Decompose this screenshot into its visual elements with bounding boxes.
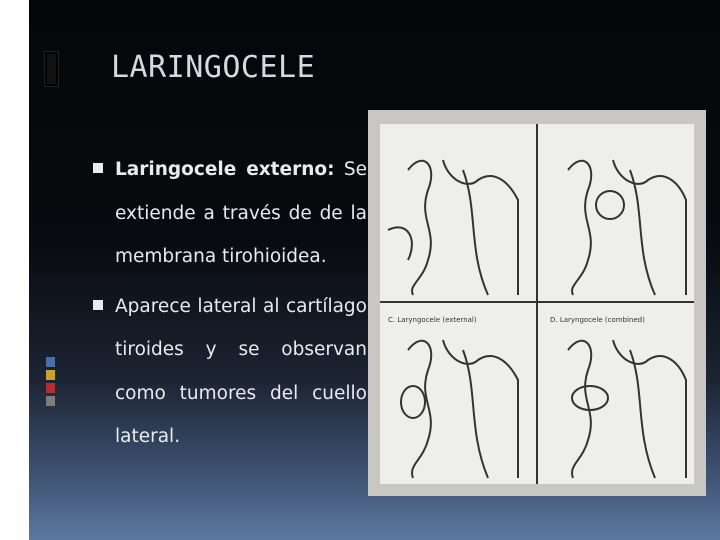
laryngocele-diagram bbox=[368, 110, 706, 496]
left-margin-bar bbox=[0, 0, 29, 540]
accent-square-red bbox=[46, 383, 55, 393]
square-bullet-icon bbox=[93, 163, 103, 173]
bullet-list bbox=[93, 148, 367, 459]
accent-square-yellow bbox=[46, 370, 55, 380]
bullet-text: Se extiende a través de de la membrana tirohioidea. bbox=[115, 159, 367, 267]
bullet-text: Aparece lateral al cartílago tiroides y se observan como tumores del cuello lateral. bbox=[115, 295, 367, 447]
bullet-label: Laringocele externo: bbox=[115, 159, 335, 180]
bullet-item bbox=[93, 285, 367, 459]
bullet-item bbox=[93, 148, 367, 279]
panel-d-label: D. Laryngocele (combined) bbox=[550, 316, 645, 324]
accent-square-blue bbox=[46, 357, 55, 367]
slide-title: LARINGOCELE bbox=[111, 50, 316, 85]
panel-c-label: C. Laryngocele (external) bbox=[388, 316, 477, 324]
anatomy-figure bbox=[368, 110, 706, 496]
title-marker bbox=[45, 52, 58, 86]
square-bullet-icon bbox=[93, 300, 103, 310]
accent-square-gray bbox=[46, 396, 55, 406]
